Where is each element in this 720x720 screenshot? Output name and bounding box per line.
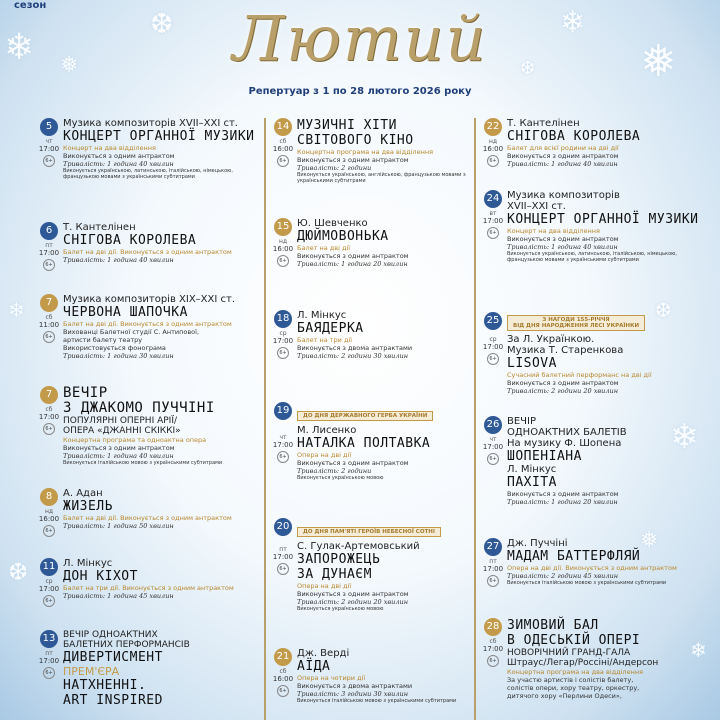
snowflake-icon: ❄ <box>560 5 586 40</box>
event-author: Музика композиторів <box>507 190 620 201</box>
event-title: НАТАЛКА ПОЛТАВКА <box>297 436 431 451</box>
event-ribbon: З НАГОДИ 155-РІЧЧЯ ВІД ДНЯ НАРОДЖЕННЯ ЛЕСІ УКРАЇНКИ <box>507 315 645 331</box>
event-title: ДИВЕРТИСМЕНТ <box>63 650 163 665</box>
event-title: LISOVA <box>507 356 557 371</box>
event-date: 19 чт 17:00 6+ <box>272 402 294 463</box>
page-subtitle: Репертуар з 1 по 28 лютого 2026 року <box>248 86 472 97</box>
event-author: Музика композиторів XIX–XXI ст. <box>63 294 236 305</box>
event-title: МУЗИЧНІ ХІТИ <box>297 118 397 133</box>
event-title: МАДАМ БАТТЕРФЛЯЙ <box>507 549 641 564</box>
event-title: АЇДА <box>297 659 331 674</box>
event-author: Дж. Пуччіні <box>507 538 568 549</box>
premiere-badge: ПРЕМ'ЄРА <box>63 665 120 678</box>
snowflake-icon: ❆ <box>520 58 536 79</box>
event-date: 7 сб 11:00 6+ <box>38 294 60 343</box>
event-date: 25 ср 17:00 6+ <box>482 312 504 365</box>
event-title: НАТХНЕННІ. <box>63 678 147 693</box>
event-date: 15 нд 16:00 6+ <box>272 218 294 267</box>
event-title: ШОПЕНІАНА <box>507 449 582 464</box>
event-author: Л. Мінкус <box>63 558 113 569</box>
event-author: Л. Мінкус <box>297 310 347 321</box>
event-title: СНІГОВА КОРОЛЕВА <box>507 129 641 144</box>
event-author: Ю. Шевченко <box>297 218 368 229</box>
season-label: сезон <box>14 0 47 11</box>
event-ribbon: ДО ДНЯ ДЕРЖАВНОГО ГЕРБА УКРАЇНИ <box>297 411 433 421</box>
snowflake-icon: ❄ <box>8 298 25 322</box>
snowflake-icon: ❄ <box>4 27 35 68</box>
event-title: ЗА ДУНАЄМ <box>297 567 372 582</box>
event-author: На музику Ф. Шопена <box>507 438 622 449</box>
event-author: ВЕЧІР ОДНОАКТНИХ <box>63 630 158 640</box>
event-date: 7 сб 17:00 6+ <box>38 386 60 435</box>
event-date: 20 пт 17:00 6+ <box>272 518 294 575</box>
event-title: СВІТОВОГО КІНО <box>297 133 414 148</box>
event-title: ART INSPIRED <box>63 693 163 708</box>
event-date: 21 сб 16:00 6+ <box>272 648 294 697</box>
snowflake-icon: ❅ <box>640 36 677 87</box>
event-title: КОНЦЕРТ ОРГАННОЇ МУЗИКИ <box>63 129 255 144</box>
snowflake-icon: ❆ <box>655 298 672 322</box>
event-author: БАЛЕТНИХ ПЕРФОРМАНСІВ <box>63 640 190 650</box>
event-author: Музика Т. Старенкова <box>507 345 624 356</box>
event-date: 11 ср 17:00 6+ <box>38 558 60 607</box>
event-author: Музика композиторів XVII–XXI ст. <box>63 118 238 129</box>
event-author: А. Адан <box>63 488 103 499</box>
event-title: СНІГОВА КОРОЛЕВА <box>63 233 197 248</box>
event-date: 26 чт 17:00 6+ <box>482 416 504 465</box>
snowflake-icon: ❆ <box>8 558 29 586</box>
event-title: З ДЖАКОМО ПУЧЧІНІ <box>63 400 215 416</box>
column-divider <box>474 118 476 720</box>
event-date: 24 вт 17:00 6+ <box>482 190 504 239</box>
snowflake-icon: ❄ <box>690 638 707 662</box>
event-title: ЗИМОВИЙ БАЛ <box>507 618 599 633</box>
event-title: В ОДЕСЬКІЙ ОПЕРІ <box>507 633 641 648</box>
event-date: 18 ср 17:00 6+ <box>272 310 294 359</box>
snowflake-icon: ❆ <box>150 7 174 40</box>
event-title: ДОН КІХОТ <box>63 569 138 584</box>
event-author: С. Гулак-Артемовський <box>297 541 420 552</box>
event-date: 6 пт 17:00 6+ <box>38 222 60 271</box>
event-title: ДЮЙМОВОНЬКА <box>297 229 389 244</box>
snowflake-icon: ❅ <box>640 528 659 553</box>
event-title: ПАХІТА <box>507 475 557 490</box>
event-author: ВЕЧІР <box>507 416 537 427</box>
event-title: БАЯДЕРКА <box>297 321 364 336</box>
event-author: Дж. Верді <box>297 648 350 659</box>
event-ribbon: ДО ДНЯ ПАМ'ЯТІ ГЕРОЇВ НЕБЕСНОЇ СОТНІ <box>297 527 441 537</box>
event-date: 14 сб 16:00 6+ <box>272 118 294 167</box>
snowflake-icon: ❄ <box>670 417 699 457</box>
event-title: ЧЕРВОНА ШАПОЧКА <box>63 305 188 320</box>
event-author: За Л. Українкою. <box>507 334 595 345</box>
page-title: Лютий <box>232 2 488 75</box>
column-divider <box>264 118 266 720</box>
event-title: ЖИЗЕЛЬ <box>63 499 113 514</box>
event-author: М. Лисенко <box>297 425 357 436</box>
event-date: 5 чт 17:00 6+ <box>38 118 60 167</box>
event-title: ЗАПОРОЖЕЦЬ <box>297 552 381 567</box>
event-date: 27 пт 17:00 6+ <box>482 538 504 587</box>
event-author: Т. Кантелінен <box>63 222 136 233</box>
event-date: 22 нд 16:00 6+ <box>482 118 504 167</box>
event-author: Т. Кантелінен <box>507 118 580 129</box>
event-author: Л. Мінкус <box>507 464 557 475</box>
event-date: 13 пт 17:00 6+ <box>38 630 60 679</box>
event-title: ВЕЧІР <box>63 385 108 401</box>
event-date: 8 нд 16:00 6+ <box>38 488 60 537</box>
event-author: ОДНОАКТНИХ БАЛЕТІВ <box>507 427 627 438</box>
snowflake-icon: ❅ <box>60 53 79 78</box>
event-date: 28 сб 17:00 6+ <box>482 618 504 667</box>
event-author: XVII–XXI ст. <box>507 201 566 212</box>
event-title: КОНЦЕРТ ОРГАННОЇ МУЗИКИ <box>507 212 699 227</box>
